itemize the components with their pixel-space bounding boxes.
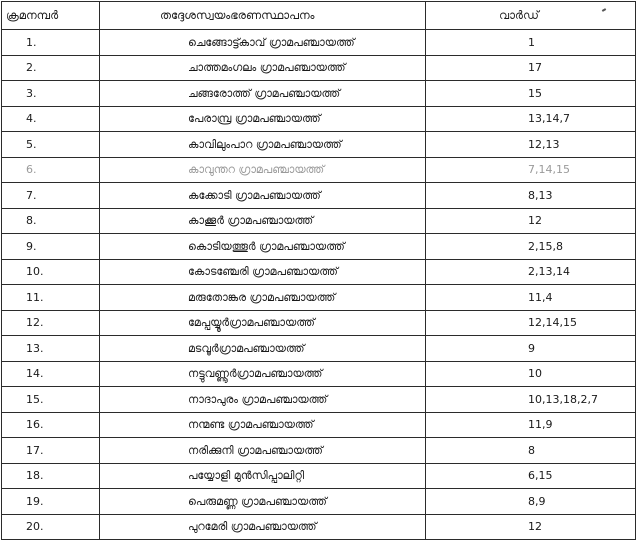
ward-numbers-cell: 1 <box>426 30 636 56</box>
ward-numbers-cell: 12 <box>426 208 636 234</box>
table-row <box>2 387 636 413</box>
serial-number-cell: 7. <box>2 183 100 209</box>
ward-numbers-cell: 8 <box>426 438 636 464</box>
table-row <box>2 285 636 311</box>
local-body-name-cell: കാക്കൂർ ഗ്രാമപഞ്ചായത്ത് <box>100 208 426 234</box>
table-row <box>2 234 636 260</box>
local-body-name-cell: നന്മണ്ട ഗ്രാമപഞ്ചായത്ത് <box>100 412 426 438</box>
serial-number-cell: 6. <box>2 157 100 183</box>
table-body <box>2 30 636 540</box>
ward-numbers-cell: 7,14,15 <box>426 157 636 183</box>
local-body-name-cell: നട്ടുവണ്ണൂർഗ്രാമപഞ്ചായത്ത് <box>100 361 426 387</box>
serial-number-cell: 15. <box>2 387 100 413</box>
serial-number-cell: 10. <box>2 259 100 285</box>
ward-numbers-cell: 12,14,15 <box>426 310 636 336</box>
local-body-name-cell: ചങ്ങരോത്ത് ഗ്രാമപഞ്ചായത്ത് <box>100 81 426 107</box>
serial-number-cell: 3. <box>2 81 100 107</box>
serial-number-cell: 4. <box>2 106 100 132</box>
table-row <box>2 310 636 336</box>
local-body-name-cell: പേരാമ്പ്ര ഗ്രാമപഞ്ചായത്ത് <box>100 106 426 132</box>
ward-numbers-cell: 6,15 <box>426 463 636 489</box>
ward-numbers-cell: 10,13,18,2,7 <box>426 387 636 413</box>
ward-numbers-cell: 2,15,8 <box>426 234 636 260</box>
ward-numbers-cell: 11,9 <box>426 412 636 438</box>
serial-number-cell: 11. <box>2 285 100 311</box>
ward-numbers-cell: 11,4 <box>426 285 636 311</box>
serial-number-cell: 16. <box>2 412 100 438</box>
serial-number-cell: 13. <box>2 336 100 362</box>
local-body-name-cell: പയ്യോളി മുൻസിപ്പാലിറ്റി <box>100 463 426 489</box>
ward-numbers-cell: 9 <box>426 336 636 362</box>
serial-number-cell: 9. <box>2 234 100 260</box>
ward-numbers-cell: 8,13 <box>426 183 636 209</box>
table-row <box>2 412 636 438</box>
serial-number-cell: 12. <box>2 310 100 336</box>
table-row <box>2 463 636 489</box>
table-row <box>2 106 636 132</box>
local-body-name-cell: മരുതോങ്കര ഗ്രാമപഞ്ചായത്ത് <box>100 285 426 311</box>
local-body-name-cell: കോടഞ്ചേരി ഗ്രാമപഞ്ചായത്ത് <box>100 259 426 285</box>
local-body-name-cell: ചാത്തമംഗലം ഗ്രാമപഞ്ചായത്ത് <box>100 55 426 81</box>
ward-numbers-cell: 12 <box>426 514 636 540</box>
local-body-name-cell: മേപ്പയ്യൂർഗ്രാമപഞ്ചായത്ത് <box>100 310 426 336</box>
table-row <box>2 489 636 515</box>
serial-number-cell: 8. <box>2 208 100 234</box>
ward-list-table <box>1 1 636 540</box>
serial-number-cell: 14. <box>2 361 100 387</box>
local-body-name-cell: മടവൂർഗ്രാമപഞ്ചായത്ത് <box>100 336 426 362</box>
table-row <box>2 438 636 464</box>
serial-number-cell: 17. <box>2 438 100 464</box>
local-body-name-cell: ചെങ്ങോട്ട്കാവ് ഗ്രാമപഞ്ചായത്ത് <box>100 30 426 56</box>
serial-number-cell: 20. <box>2 514 100 540</box>
header-ward: വാർഡ് <box>426 2 636 30</box>
ward-numbers-cell: 17 <box>426 55 636 81</box>
table-row <box>2 157 636 183</box>
table-row <box>2 361 636 387</box>
ward-numbers-cell: 15 <box>426 81 636 107</box>
local-body-name-cell: നരിക്കുനി ഗ്രാമപഞ്ചായത്ത് <box>100 438 426 464</box>
serial-number-cell: 1. <box>2 30 100 56</box>
serial-number-cell: 18. <box>2 463 100 489</box>
serial-number-cell: 19. <box>2 489 100 515</box>
table-row <box>2 514 636 540</box>
table-header <box>2 2 636 30</box>
table-row <box>2 259 636 285</box>
table-row <box>2 55 636 81</box>
local-body-name-cell: കക്കോടി ഗ്രാമപഞ്ചായത്ത് <box>100 183 426 209</box>
ward-numbers-cell: 10 <box>426 361 636 387</box>
header-row <box>2 2 636 30</box>
table-row <box>2 183 636 209</box>
table-row <box>2 132 636 158</box>
ward-numbers-cell: 8,9 <box>426 489 636 515</box>
ward-numbers-cell: 12,13 <box>426 132 636 158</box>
serial-number-cell: 5. <box>2 132 100 158</box>
serial-number-cell: 2. <box>2 55 100 81</box>
table-row <box>2 336 636 362</box>
ward-numbers-cell: 2,13,14 <box>426 259 636 285</box>
local-body-name-cell: നാദാപുരം ഗ്രാമപഞ്ചായത്ത് <box>100 387 426 413</box>
table-row <box>2 81 636 107</box>
local-body-name-cell: കാവിലുംപാറ ഗ്രാമപഞ്ചായത്ത് <box>100 132 426 158</box>
local-body-name-cell: കൊടിയത്തൂർ ഗ്രാമപഞ്ചായത്ത് <box>100 234 426 260</box>
local-body-name-cell: കാവുന്തറ ഗ്രാമപഞ്ചായത്ത് <box>100 157 426 183</box>
header-local-body: തദ്ദേശസ്വയംഭരണസ്ഥാപനം <box>100 2 426 30</box>
ward-numbers-cell: 13,14,7 <box>426 106 636 132</box>
local-body-name-cell: പെരുമണ്ണ ഗ്രാമപഞ്ചായത്ത് <box>100 489 426 515</box>
table-row <box>2 208 636 234</box>
header-serial-number: ക്രമനമ്പർ <box>2 2 100 30</box>
table-row <box>2 30 636 56</box>
local-body-name-cell: പുറമേരി ഗ്രാമപഞ്ചായത്ത് <box>100 514 426 540</box>
